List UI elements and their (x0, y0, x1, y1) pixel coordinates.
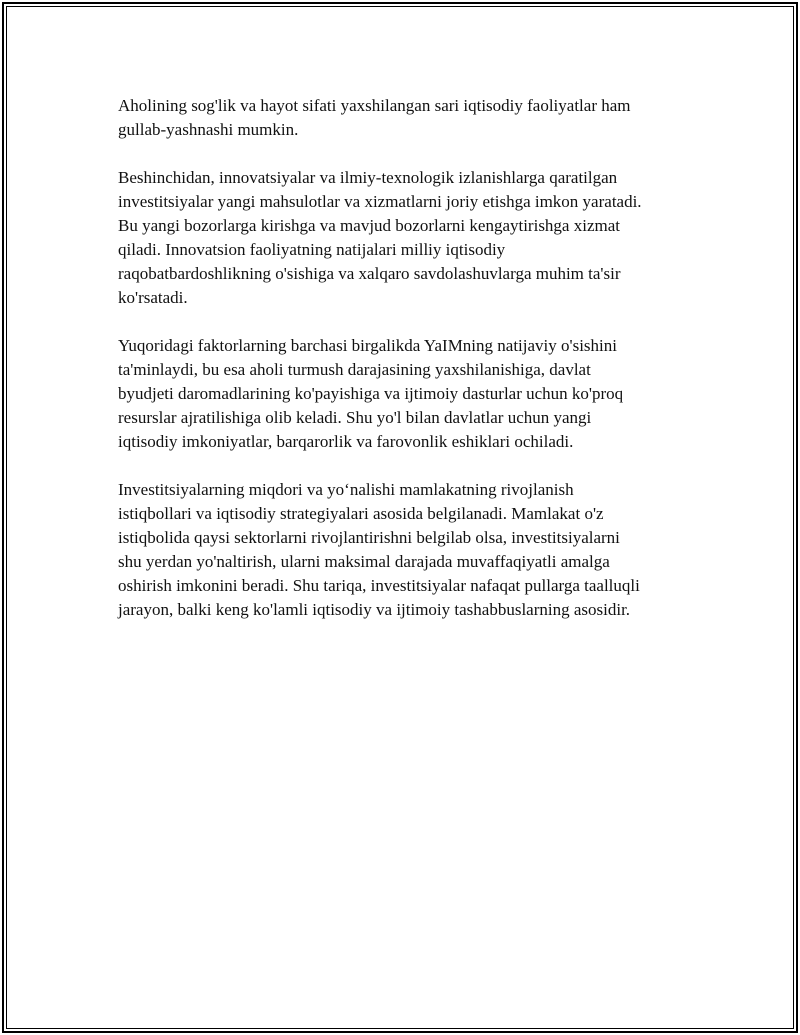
paragraph-1: Aholining sog'lik va hayot sifati yaxshilangan sari iqtisodiy faoliyatlar ham gullab-yashnashi mumkin. (118, 96, 631, 139)
paragraph-2: Beshinchidan, innovatsiyalar va ilmiy-texnologik izlanishlarga qaratilgan investitsiyalar yangi mahsulotlar va xizmatlarni joriy etishga imkon yaratadi. Bu yangi bozorlarga kirishga va mavjud bozorlarni kengaytirishga xizmat qiladi. Innovatsion faoliyatning natijalari milliy iqtisodiy raqobatbardoshlikning o'sishiga va xalqaro savdolashuvlarga muhim ta'sir ko'rsatadi. (118, 168, 642, 307)
paragraph-4: Investitsiyalarning miqdori va yo‘nalishi mamlakatning rivojlanish istiqbollari va iqtisodiy strategiyalari asosida belgilanadi. Mamlakat o'z istiqbolida qaysi sektorlarni rivojlantirishni belgilab olsa, investitsiyalarni shu yerdan yo'naltirish, ularni maksimal darajada muvaffaqiyatli amalga oshirish imkonini beradi. Shu tariqa, investitsiyalar nafaqat pullarga taalluqli jarayon, balki keng ko'lamli iqtisodiy va ijtimoiy tashabbuslarning asosidir. (118, 480, 640, 619)
paragraph-3: Yuqoridagi faktorlarning barchasi birgalikda YaIMning natijaviy o'sishini ta'minlaydi, bu esa aholi turmush darajasining yaxshilanishiga, davlat byudjeti daromadlarining ko'payishiga va ijtimoiy dasturlar uchun ko'proq resurslar ajratilishiga olib keladi. Shu yo'l bilan davlatlar uchun yangi iqtisodiy imkoniyatlar, barqarorlik va farovonlik eshiklari ochiladi. (118, 336, 624, 451)
document-body (118, 94, 698, 646)
